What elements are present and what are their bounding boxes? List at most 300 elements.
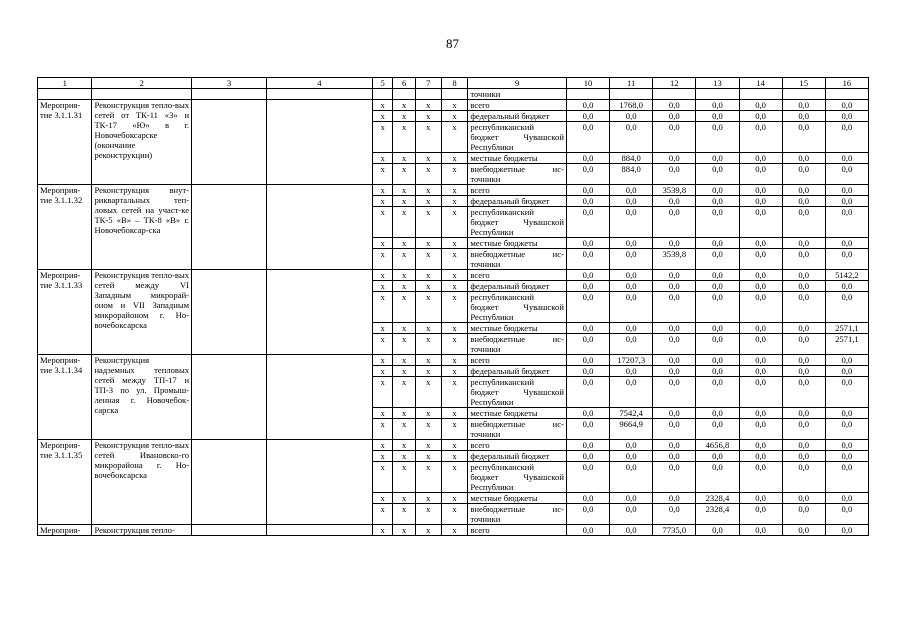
value-cell: 0,0: [739, 207, 782, 238]
funding-source-cell: местные бюджеты: [468, 153, 567, 164]
empty-cell: [782, 89, 825, 100]
value-cell: 0,0: [566, 164, 609, 185]
code-x-cell: x: [372, 323, 393, 334]
value-cell: 884,0: [610, 164, 653, 185]
column-number-8: 8: [441, 78, 468, 89]
value-cell: 0,0: [782, 292, 825, 323]
value-cell: 0,0: [825, 504, 868, 525]
value-cell: 0,0: [739, 419, 782, 440]
value-cell: 0,0: [739, 334, 782, 355]
responsible-cell: [192, 270, 267, 355]
code-x-cell: x: [441, 366, 468, 377]
measure-name-cell: Реконструкция тепло-вых сетей от ТК-11 «3» и ТК-17 «Ю» в г. Новочебоксарске (окончание реконструкции): [92, 100, 192, 185]
code-x-cell: x: [372, 207, 393, 238]
code-x-cell: x: [415, 292, 441, 323]
value-cell: 0,0: [782, 153, 825, 164]
value-cell: 0,0: [653, 111, 696, 122]
value-cell: 0,0: [739, 185, 782, 196]
participants-cell: [267, 355, 373, 440]
empty-cell: [696, 89, 739, 100]
value-cell: 0,0: [696, 164, 739, 185]
value-cell: 0,0: [653, 100, 696, 111]
value-cell: 0,0: [610, 377, 653, 408]
code-x-cell: x: [393, 408, 416, 419]
value-cell: 2571,1: [825, 334, 868, 355]
code-x-cell: x: [372, 493, 393, 504]
code-x-cell: x: [372, 419, 393, 440]
table-row: [38, 185, 869, 196]
funding-source-cell: всего: [468, 185, 567, 196]
value-cell: 0,0: [825, 196, 868, 207]
code-x-cell: x: [393, 185, 416, 196]
code-x-cell: x: [393, 122, 416, 153]
measure-name-cell: Реконструкция тепло-вых сетей между VI Западным микрорай-оном и VII Западным микрорайоном г. Но-вочебоксарска: [92, 270, 192, 355]
value-cell: 0,0: [696, 292, 739, 323]
value-cell: 3539,8: [653, 249, 696, 270]
code-x-cell: x: [393, 323, 416, 334]
code-x-cell: x: [415, 270, 441, 281]
funding-source-cell: внебюджетные ис-точники: [468, 249, 567, 270]
code-x-cell: x: [415, 207, 441, 238]
value-cell: 0,0: [610, 196, 653, 207]
value-cell: 0,0: [825, 238, 868, 249]
code-x-cell: x: [393, 334, 416, 355]
value-cell: 0,0: [653, 451, 696, 462]
code-x-cell: x: [372, 185, 393, 196]
value-cell: 0,0: [825, 440, 868, 451]
value-cell: 0,0: [782, 493, 825, 504]
value-cell: 0,0: [653, 281, 696, 292]
code-x-cell: x: [441, 493, 468, 504]
code-x-cell: x: [441, 249, 468, 270]
responsible-cell: [192, 440, 267, 525]
value-cell: 0,0: [782, 122, 825, 153]
code-x-cell: x: [393, 100, 416, 111]
value-cell: 0,0: [825, 292, 868, 323]
value-cell: 0,0: [825, 185, 868, 196]
value-cell: 0,0: [696, 462, 739, 493]
value-cell: 17207,3: [610, 355, 653, 366]
column-number-14: 14: [739, 78, 782, 89]
funding-source-cell: республиканский бюджет Чувашской Республики: [468, 377, 567, 408]
value-cell: 0,0: [696, 419, 739, 440]
value-cell: 0,0: [739, 525, 782, 536]
value-cell: 0,0: [610, 185, 653, 196]
code-x-cell: x: [441, 504, 468, 525]
value-cell: 0,0: [566, 281, 609, 292]
code-x-cell: x: [415, 451, 441, 462]
value-cell: 0,0: [739, 440, 782, 451]
empty-cell: [610, 89, 653, 100]
funding-source-cell: точники: [468, 89, 567, 100]
table-row: [38, 440, 869, 451]
measure-id-cell: Мероприя-тие 3.1.1.31: [38, 100, 92, 185]
code-x-cell: x: [372, 164, 393, 185]
code-x-cell: x: [372, 249, 393, 270]
code-x-cell: x: [372, 100, 393, 111]
code-x-cell: x: [415, 525, 441, 536]
value-cell: 0,0: [782, 504, 825, 525]
value-cell: 0,0: [653, 462, 696, 493]
code-x-cell: x: [441, 196, 468, 207]
value-cell: 0,0: [739, 249, 782, 270]
responsible-cell: [192, 355, 267, 440]
value-cell: 0,0: [739, 111, 782, 122]
code-x-cell: x: [393, 440, 416, 451]
value-cell: 2571,1: [825, 323, 868, 334]
value-cell: 0,0: [653, 377, 696, 408]
table-row: [38, 355, 869, 366]
measure-name-cell: Реконструкция внут-риквартальных теп-ловых сетей на участ-ке ТК-5 «В» – ТК-8 «В» г. Новочебоксар-ска: [92, 185, 192, 270]
value-cell: 0,0: [610, 525, 653, 536]
code-x-cell: x: [441, 408, 468, 419]
value-cell: 0,0: [566, 493, 609, 504]
funding-source-cell: федеральный бюджет: [468, 451, 567, 462]
funding-source-cell: республиканский бюджет Чувашской Республики: [468, 207, 567, 238]
value-cell: 3539,8: [653, 185, 696, 196]
value-cell: 0,0: [825, 377, 868, 408]
code-x-cell: x: [415, 408, 441, 419]
column-number-4: 4: [267, 78, 373, 89]
code-x-cell: x: [393, 164, 416, 185]
measure-id-cell: Мероприя-тие 3.1.1.32: [38, 185, 92, 270]
value-cell: 0,0: [782, 334, 825, 355]
value-cell: 0,0: [782, 207, 825, 238]
value-cell: 0,0: [825, 249, 868, 270]
value-cell: 0,0: [610, 281, 653, 292]
code-x-cell: x: [393, 419, 416, 440]
measure-id-cell: Мероприя-тие 3.1.1.33: [38, 270, 92, 355]
value-cell: 0,0: [782, 238, 825, 249]
empty-cell: [566, 89, 609, 100]
code-x-cell: x: [393, 196, 416, 207]
page-number: 87: [446, 36, 459, 51]
column-number-11: 11: [610, 78, 653, 89]
value-cell: 0,0: [610, 440, 653, 451]
code-x-cell: x: [372, 122, 393, 153]
value-cell: 0,0: [653, 334, 696, 355]
column-number-3: 3: [192, 78, 267, 89]
code-x-cell: x: [372, 451, 393, 462]
code-x-cell: x: [415, 440, 441, 451]
value-cell: 0,0: [825, 366, 868, 377]
code-x-cell: x: [441, 462, 468, 493]
code-x-cell: x: [441, 100, 468, 111]
code-x-cell: x: [393, 270, 416, 281]
value-cell: 0,0: [825, 462, 868, 493]
code-x-cell: x: [415, 122, 441, 153]
code-x-cell: x: [441, 451, 468, 462]
value-cell: 0,0: [782, 366, 825, 377]
column-number-6: 6: [393, 78, 416, 89]
code-x-cell: x: [441, 525, 468, 536]
value-cell: 0,0: [739, 164, 782, 185]
value-cell: 0,0: [696, 153, 739, 164]
value-cell: 0,0: [696, 366, 739, 377]
value-cell: 0,0: [739, 323, 782, 334]
value-cell: 0,0: [566, 249, 609, 270]
value-cell: 0,0: [566, 196, 609, 207]
funding-source-cell: местные бюджеты: [468, 493, 567, 504]
funding-source-cell: республиканский бюджет Чувашской Республики: [468, 462, 567, 493]
code-x-cell: x: [415, 100, 441, 111]
code-x-cell: x: [415, 249, 441, 270]
code-x-cell: x: [441, 292, 468, 323]
empty-cell: [393, 89, 416, 100]
code-x-cell: x: [372, 462, 393, 493]
funding-source-cell: местные бюджеты: [468, 238, 567, 249]
funding-source-cell: республиканский бюджет Чувашской Республики: [468, 122, 567, 153]
empty-cell: [653, 89, 696, 100]
measure-id-cell: Мероприя-тие 3.1.1.35: [38, 440, 92, 525]
code-x-cell: x: [441, 207, 468, 238]
column-number-2: 2: [92, 78, 192, 89]
value-cell: 0,0: [610, 249, 653, 270]
value-cell: 0,0: [739, 462, 782, 493]
code-x-cell: x: [372, 408, 393, 419]
value-cell: 0,0: [782, 462, 825, 493]
value-cell: 0,0: [610, 270, 653, 281]
participants-cell: [267, 270, 373, 355]
code-x-cell: x: [415, 462, 441, 493]
code-x-cell: x: [441, 355, 468, 366]
responsible-cell: [192, 525, 267, 536]
code-x-cell: x: [441, 440, 468, 451]
value-cell: 0,0: [782, 451, 825, 462]
value-cell: 0,0: [566, 270, 609, 281]
code-x-cell: x: [372, 377, 393, 408]
value-cell: 7542,4: [610, 408, 653, 419]
value-cell: 0,0: [653, 355, 696, 366]
funding-source-cell: внебюджетные ис-точники: [468, 419, 567, 440]
code-x-cell: x: [393, 377, 416, 408]
participants-cell: [267, 100, 373, 185]
value-cell: 0,0: [782, 408, 825, 419]
column-number-13: 13: [696, 78, 739, 89]
value-cell: 0,0: [825, 451, 868, 462]
code-x-cell: x: [372, 196, 393, 207]
value-cell: 0,0: [825, 355, 868, 366]
value-cell: 0,0: [566, 292, 609, 323]
value-cell: 0,0: [566, 440, 609, 451]
value-cell: 0,0: [739, 493, 782, 504]
value-cell: 0,0: [696, 122, 739, 153]
value-cell: 0,0: [566, 238, 609, 249]
code-x-cell: x: [393, 111, 416, 122]
value-cell: 0,0: [653, 196, 696, 207]
value-cell: 0,0: [566, 525, 609, 536]
code-x-cell: x: [372, 111, 393, 122]
value-cell: 0,0: [782, 111, 825, 122]
code-x-cell: x: [372, 292, 393, 323]
code-x-cell: x: [415, 493, 441, 504]
value-cell: 0,0: [566, 334, 609, 355]
value-cell: 0,0: [610, 323, 653, 334]
value-cell: 0,0: [739, 281, 782, 292]
funding-source-cell: всего: [468, 100, 567, 111]
value-cell: 0,0: [739, 100, 782, 111]
table-row: [38, 100, 869, 111]
funding-source-cell: всего: [468, 270, 567, 281]
measure-name-cell: Реконструкция надземных тепловых сетей между ТП-17 и ТП-3 по ул. Промыш-ленная г. Новочебок-сарска: [92, 355, 192, 440]
value-cell: 0,0: [653, 292, 696, 323]
value-cell: 7735,0: [653, 525, 696, 536]
column-number-7: 7: [415, 78, 441, 89]
value-cell: 0,0: [696, 100, 739, 111]
value-cell: 0,0: [782, 270, 825, 281]
value-cell: 0,0: [696, 207, 739, 238]
value-cell: 0,0: [610, 238, 653, 249]
empty-cell: [38, 89, 92, 100]
empty-cell: [825, 89, 868, 100]
value-cell: 0,0: [610, 462, 653, 493]
code-x-cell: x: [372, 153, 393, 164]
value-cell: 0,0: [696, 355, 739, 366]
code-x-cell: x: [393, 525, 416, 536]
funding-source-cell: всего: [468, 440, 567, 451]
funding-source-cell: местные бюджеты: [468, 323, 567, 334]
column-number-9: 9: [468, 78, 567, 89]
value-cell: 0,0: [696, 111, 739, 122]
code-x-cell: x: [415, 334, 441, 355]
code-x-cell: x: [415, 377, 441, 408]
code-x-cell: x: [415, 355, 441, 366]
value-cell: 0,0: [566, 185, 609, 196]
value-cell: 0,0: [653, 122, 696, 153]
value-cell: 0,0: [610, 111, 653, 122]
value-cell: 0,0: [696, 249, 739, 270]
code-x-cell: x: [372, 504, 393, 525]
column-number-5: 5: [372, 78, 393, 89]
empty-cell: [415, 89, 441, 100]
value-cell: 0,0: [782, 185, 825, 196]
value-cell: 0,0: [696, 185, 739, 196]
code-x-cell: x: [393, 451, 416, 462]
funding-source-cell: всего: [468, 355, 567, 366]
code-x-cell: x: [441, 281, 468, 292]
value-cell: 0,0: [566, 111, 609, 122]
code-x-cell: x: [415, 196, 441, 207]
empty-cell: [372, 89, 393, 100]
value-cell: 0,0: [696, 323, 739, 334]
value-cell: 0,0: [739, 451, 782, 462]
value-cell: 0,0: [653, 366, 696, 377]
value-cell: 0,0: [696, 238, 739, 249]
value-cell: 884,0: [610, 153, 653, 164]
value-cell: 0,0: [782, 281, 825, 292]
value-cell: 0,0: [566, 100, 609, 111]
code-x-cell: x: [441, 377, 468, 408]
code-x-cell: x: [372, 270, 393, 281]
empty-cell: [92, 89, 192, 100]
value-cell: 0,0: [739, 504, 782, 525]
empty-cell: [739, 89, 782, 100]
value-cell: 0,0: [653, 270, 696, 281]
value-cell: 0,0: [696, 525, 739, 536]
value-cell: 0,0: [566, 122, 609, 153]
funding-source-cell: федеральный бюджет: [468, 366, 567, 377]
value-cell: 0,0: [610, 122, 653, 153]
value-cell: 0,0: [653, 504, 696, 525]
value-cell: 0,0: [566, 323, 609, 334]
code-x-cell: x: [393, 207, 416, 238]
empty-cell: [441, 89, 468, 100]
measure-name-cell: Реконструкция тепло-: [92, 525, 192, 536]
value-cell: 9664,9: [610, 419, 653, 440]
value-cell: 0,0: [825, 493, 868, 504]
value-cell: 0,0: [782, 164, 825, 185]
value-cell: 0,0: [825, 164, 868, 185]
value-cell: 0,0: [566, 408, 609, 419]
value-cell: 5142,2: [825, 270, 868, 281]
code-x-cell: x: [372, 440, 393, 451]
code-x-cell: x: [372, 355, 393, 366]
column-number-15: 15: [782, 78, 825, 89]
code-x-cell: x: [441, 111, 468, 122]
value-cell: 0,0: [566, 366, 609, 377]
value-cell: 0,0: [566, 462, 609, 493]
measure-id-cell: Мероприя-: [38, 525, 92, 536]
participants-cell: [267, 185, 373, 270]
value-cell: 0,0: [739, 292, 782, 323]
value-cell: 0,0: [782, 377, 825, 408]
code-x-cell: x: [441, 238, 468, 249]
code-x-cell: x: [393, 504, 416, 525]
value-cell: 0,0: [653, 440, 696, 451]
value-cell: 0,0: [653, 153, 696, 164]
value-cell: 0,0: [696, 196, 739, 207]
value-cell: 0,0: [696, 451, 739, 462]
value-cell: 0,0: [739, 355, 782, 366]
value-cell: 0,0: [566, 504, 609, 525]
value-cell: 0,0: [696, 334, 739, 355]
code-x-cell: x: [415, 323, 441, 334]
value-cell: 0,0: [696, 377, 739, 408]
value-cell: 0,0: [825, 419, 868, 440]
value-cell: 0,0: [825, 408, 868, 419]
code-x-cell: x: [393, 238, 416, 249]
value-cell: 0,0: [566, 207, 609, 238]
value-cell: 0,0: [610, 504, 653, 525]
code-x-cell: x: [441, 122, 468, 153]
value-cell: 0,0: [739, 270, 782, 281]
value-cell: 0,0: [782, 323, 825, 334]
value-cell: 0,0: [566, 355, 609, 366]
code-x-cell: x: [415, 281, 441, 292]
value-cell: 0,0: [610, 451, 653, 462]
code-x-cell: x: [415, 504, 441, 525]
value-cell: 0,0: [653, 323, 696, 334]
value-cell: 0,0: [825, 153, 868, 164]
code-x-cell: x: [372, 238, 393, 249]
code-x-cell: x: [393, 249, 416, 270]
funding-source-cell: федеральный бюджет: [468, 196, 567, 207]
value-cell: 0,0: [739, 408, 782, 419]
value-cell: 0,0: [782, 100, 825, 111]
budget-table: [37, 77, 869, 536]
header-row: [38, 78, 869, 89]
value-cell: 0,0: [825, 122, 868, 153]
value-cell: 0,0: [566, 451, 609, 462]
value-cell: 0,0: [739, 153, 782, 164]
table-row: [38, 525, 869, 536]
table-row: [38, 270, 869, 281]
code-x-cell: x: [393, 366, 416, 377]
responsible-cell: [192, 185, 267, 270]
code-x-cell: x: [441, 270, 468, 281]
code-x-cell: x: [441, 334, 468, 355]
value-cell: 0,0: [653, 164, 696, 185]
